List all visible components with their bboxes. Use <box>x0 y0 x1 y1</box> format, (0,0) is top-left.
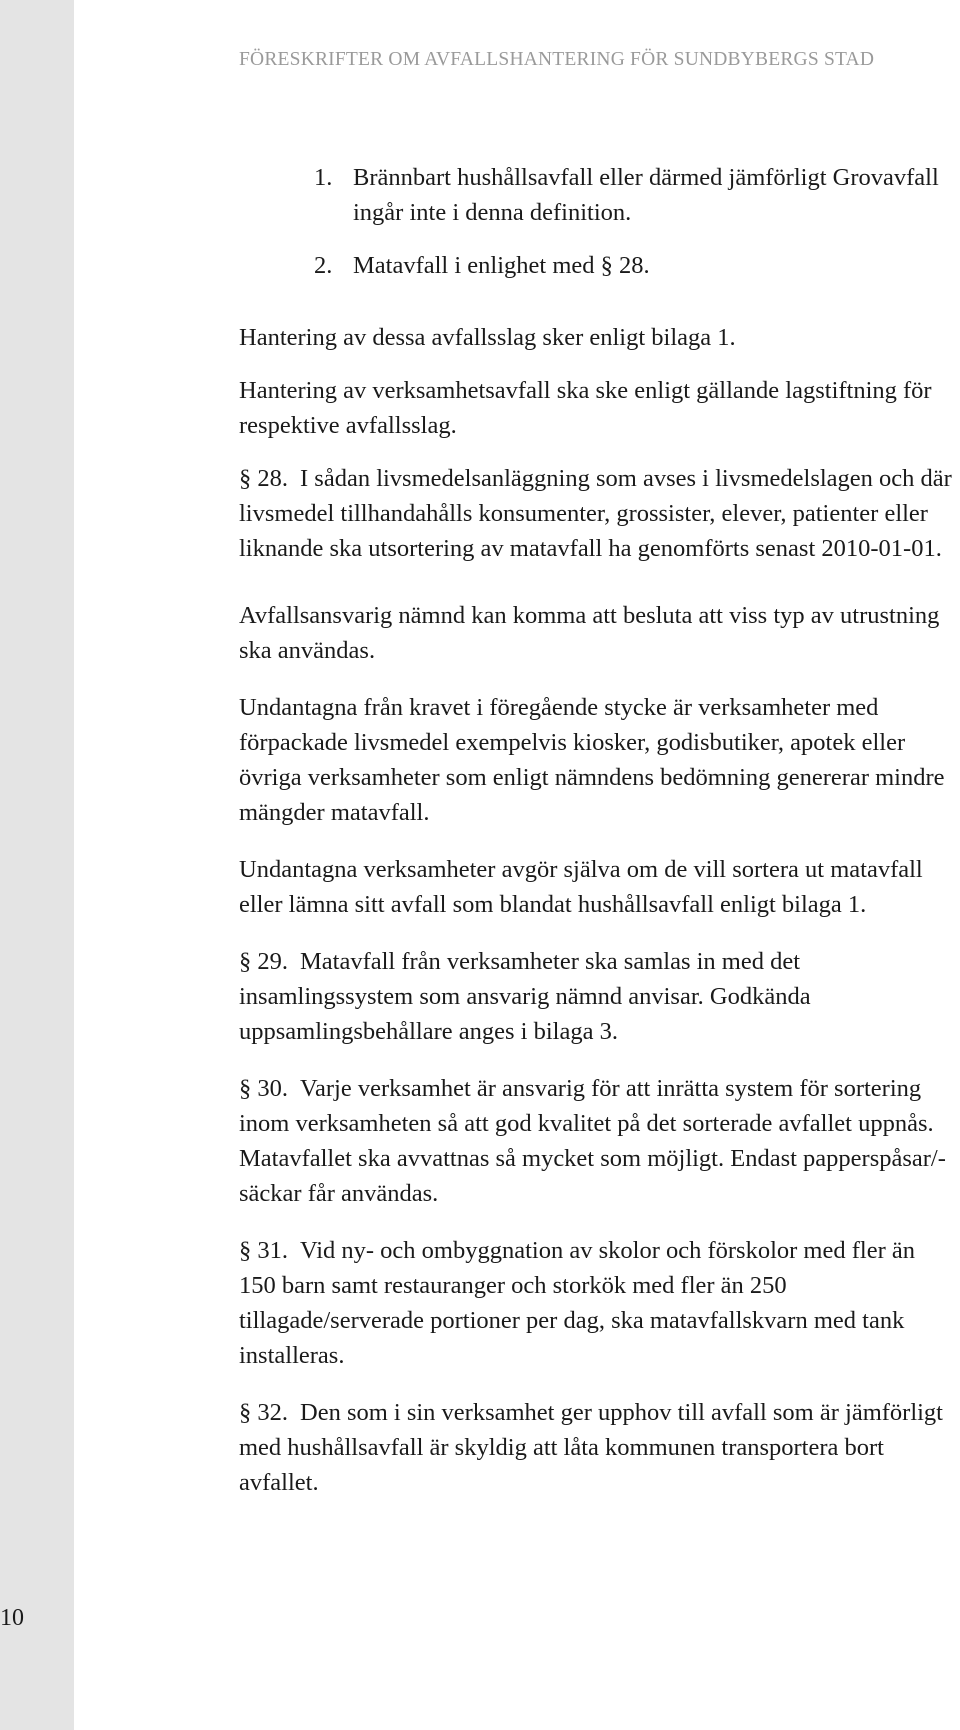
section-30 <box>239 1071 955 1211</box>
section-32-text: Den som i sin verksamhet ger upphov till avfall som är jämförligt med hushållsavfall är skyldig att låta kommunen transportera bort avfallet. <box>239 1399 943 1496</box>
paragraph-verksamhetsavfall: Hantering av verksamhetsavfall ska ske enligt gällande lagstiftning för respektive avfallsslag. <box>239 377 932 439</box>
section-30-text: Varje verksamhet är ansvarig för att inrätta system för sortering inom verksamheten så att god kvalitet på det sorterade avfallet uppnås. Matavfallet ska avvattnas så mycket som möjligt. Endast papperspåsar/-säckar får användas. <box>239 1075 946 1207</box>
section-31-text: Vid ny- och ombyggnation av skolor och förskolor med fler än 150 barn samt restauranger och storkök med fler än 250 tillagade/serverade portioner per dag, ska matavfallskvarn med tank installeras. <box>239 1237 915 1369</box>
list-item-number: 1. <box>314 164 333 191</box>
list-item <box>314 160 955 230</box>
definition-list <box>239 160 955 283</box>
section-28-ref: § 28. <box>239 465 288 492</box>
paragraph-utrustning: Avfallsansvarig nämnd kan komma att besluta att viss typ av utrustning ska användas. <box>239 602 940 664</box>
section-28 <box>239 461 955 566</box>
section-32 <box>239 1395 955 1500</box>
list-item-number: 2. <box>314 252 333 279</box>
page-number: 10 <box>0 1605 24 1631</box>
section-28-text: I sådan livsmedelsanläggning som avses i livsmedelslagen och där livsmedel tillhandahålls konsumenter, grossister, elever, patienter eller liknande ska utsortering av matavfall ha genomförts senast 2010-01-01. <box>239 465 952 562</box>
section-31-ref: § 31. <box>239 1237 288 1264</box>
document-body <box>239 160 955 1500</box>
running-header: FÖRESKRIFTER OM AVFALLSHANTERING FÖR SUNDBYBERGS STAD <box>239 49 875 70</box>
section-30-ref: § 30. <box>239 1075 288 1102</box>
section-29-ref: § 29. <box>239 948 288 975</box>
section-29-text: Matavfall från verksamheter ska samlas in med det insamlingssystem som ansvarig nämnd anvisar. Godkända uppsamlingsbehållare anges i bilaga 3. <box>239 948 811 1045</box>
paragraph-hantering-avfallsslag: Hantering av dessa avfallsslag sker enligt bilaga 1. <box>239 324 736 351</box>
section-29 <box>239 944 955 1049</box>
section-32-ref: § 32. <box>239 1399 288 1426</box>
paragraph-undantagna-krav: Undantagna från kravet i föregående stycke är verksamheter med förpackade livsmedel exempelvis kiosker, godisbutiker, apotek eller övriga verksamheter som enligt nämndens bedömning genererar mindre mängder matavfall. <box>239 694 945 826</box>
left-margin-band <box>0 0 74 1730</box>
list-item <box>314 248 955 283</box>
list-item-text: Brännbart hushållsavfall eller därmed jämförligt Grovavfall ingår inte i denna definition. <box>353 164 939 226</box>
section-31 <box>239 1233 955 1373</box>
list-item-text: Matavfall i enlighet med § 28. <box>353 252 650 279</box>
paragraph-undantagna-sortera: Undantagna verksamheter avgör själva om de vill sortera ut matavfall eller lämna sitt avfall som blandat hushållsavfall enligt bilaga 1. <box>239 856 923 918</box>
